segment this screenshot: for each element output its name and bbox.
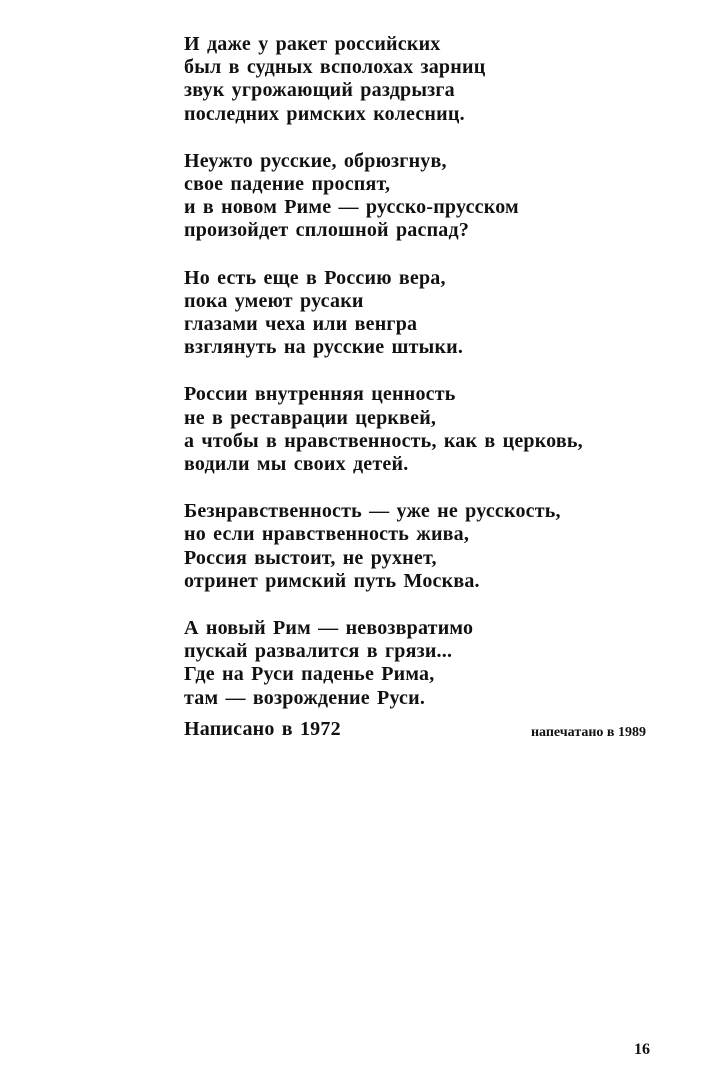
poem-line: Неужто русские, обрюзгнув, (184, 149, 447, 172)
poem-line: отринет римский путь Москва. (184, 569, 480, 592)
poem-line: пока умеют русаки (184, 289, 364, 312)
poem-line: не в реставрации церквей, (184, 406, 437, 429)
poem-line: и в новом Риме — русско-прусском (184, 196, 519, 219)
stanza-3 (184, 267, 664, 360)
poem-line: Безнравственность — уже не русскость, (184, 500, 561, 523)
poem-line: последних римских колесниц. (184, 102, 465, 125)
poem (184, 33, 664, 734)
stanza-2 (184, 150, 664, 243)
stanza-1 (184, 33, 664, 126)
poem-line: взглянуть на русские штыки. (184, 336, 464, 359)
stanza-5 (184, 500, 664, 593)
poem-line: Россия выстоит, не рухнет, (184, 546, 437, 569)
poem-line: пускай развалится в грязи... (184, 640, 453, 663)
poem-line: Но есть еще в Россию вера, (184, 266, 446, 289)
poem-line: водили мы своих детей. (184, 453, 409, 476)
poem-line: России внутренняя ценность (184, 383, 456, 406)
poem-line: И даже у ракет российских (184, 33, 441, 55)
poem-footer (184, 718, 646, 748)
poem-line: произойдет сплошной распад? (184, 219, 470, 242)
poem-line: был в судных всполохах зарниц (184, 56, 486, 79)
poem-line: там — возрождение Руси. (184, 686, 426, 709)
poem-line: а чтобы в нравственность, как в церковь, (184, 429, 583, 452)
poem-line: но если нравственность жива, (184, 523, 470, 546)
poem-line: А новый Рим — невозвратимо (184, 617, 474, 640)
poem-line: свое падение проспят, (184, 173, 391, 196)
printed-date: напечатано в 1989 (530, 725, 646, 740)
stanza-6 (184, 617, 664, 710)
poem-line: звук угрожающий раздрызга (184, 79, 455, 102)
page-number: 16 (634, 1041, 650, 1058)
written-date: Написано в 1972 (184, 718, 341, 740)
poem-line: Где на Руси паденье Рима, (184, 663, 435, 686)
poem-line: глазами чеха или венгра (184, 313, 418, 336)
stanza-4 (184, 383, 664, 476)
